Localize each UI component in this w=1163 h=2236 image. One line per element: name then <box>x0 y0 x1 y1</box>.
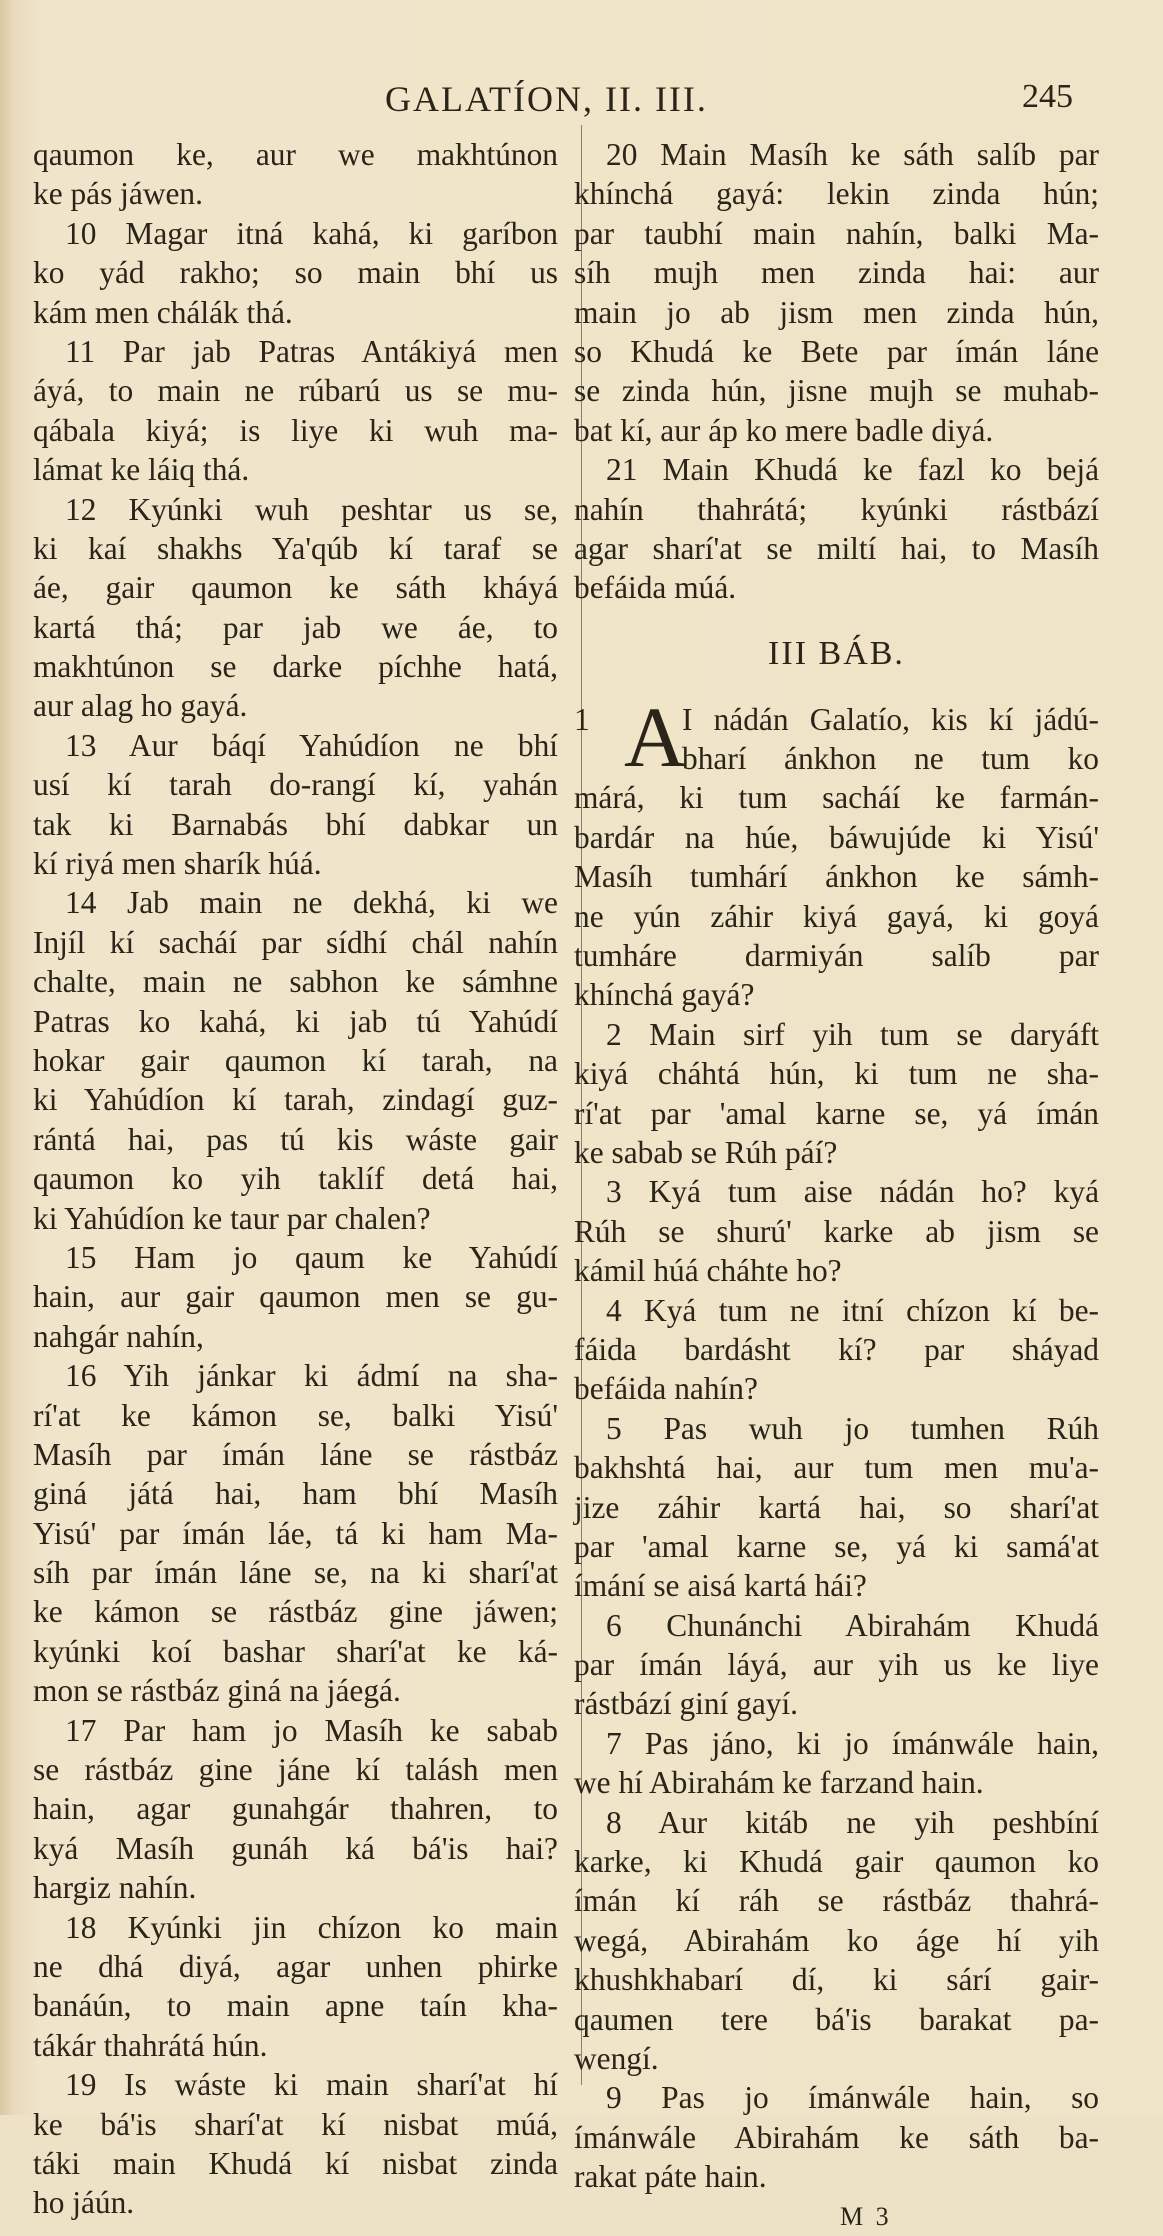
page-number: 245 <box>1022 78 1073 115</box>
text-line: ki Yahúdíon ke taur par chalen? <box>33 1200 431 1236</box>
text-line: ko yád rakho; so main bhí us <box>33 255 558 291</box>
verse-paragraph <box>33 490 558 726</box>
text-line: kámil húá cháhte ho? <box>574 1253 842 1289</box>
text-line: hain, aur gair qaumon men se gu- <box>33 1279 558 1315</box>
text-line: 6 Chunánchi Abirahám Khudá <box>606 1607 1099 1643</box>
text-line: 7 Pas jáno, ki jo ímánwále hain, <box>606 1725 1099 1761</box>
text-line: hokar gair qaumon kí tarah, na <box>33 1042 558 1078</box>
text-line: táki main Khudá kí nisbat zinda <box>33 2145 558 2181</box>
text-line: Injíl kí sacháí par sídhí chál nahín <box>33 924 558 960</box>
text-line: kartá thá; par jab we áe, to <box>33 609 558 645</box>
text-line: Rúh se shurú' karke ab jism se <box>574 1213 1099 1249</box>
verse-paragraph <box>33 1238 558 1356</box>
text-line: I nádán Galatío, kis kí jádú- <box>682 701 1099 737</box>
text-line: rí'at ke kámon se, balki Yisú' <box>33 1397 558 1433</box>
text-line: bharí ánkhon ne tum ko <box>682 741 1099 777</box>
text-line: aur alag ho gayá. <box>33 688 248 724</box>
text-line: qaumen tere bá'is barakat pa- <box>574 2001 1099 2037</box>
text-line: usí kí tarah do-rangí kí, yahán <box>33 767 558 803</box>
running-title: GALATÍON, II. III. <box>385 79 708 119</box>
text-line: 16 Yih jánkar ki ádmí na sha- <box>65 1358 558 1394</box>
verse-paragraph <box>574 1606 1099 1724</box>
text-line: kí riyá men sharík húá. <box>33 846 322 882</box>
verse-paragraph <box>574 1803 1099 2079</box>
verse-paragraph <box>574 688 1099 1015</box>
verse-number: 1 <box>574 701 590 737</box>
text-line: márá, ki tum sacháí ke farmán- <box>574 780 1099 816</box>
verse-paragraph <box>33 883 558 1238</box>
text-line: 3 Kyá tum aise nádán ho? kyá <box>606 1174 1099 1210</box>
text-line: 8 Aur kitáb ne yih peshbíní <box>606 1804 1099 1840</box>
text-line: kyá Masíh gunáh ká bá'is hai? <box>33 1830 558 1866</box>
text-line: hargiz nahín. <box>33 1870 197 1906</box>
text-line: wengí. <box>574 2040 659 2076</box>
text-line: 17 Par ham jo Masíh ke sabab <box>65 1712 558 1748</box>
text-line: áyá, to main ne rúbarú us se mu- <box>33 373 558 409</box>
text-line: banáún, to main apne taín kha- <box>33 1988 558 2024</box>
verse-paragraph <box>33 726 558 884</box>
verse-paragraph <box>33 1356 558 1711</box>
text-line: kyúnki koí bashar sharí'at ke ká- <box>33 1633 558 1669</box>
text-line: se zinda hún, jisne mujh se muhab- <box>574 373 1099 409</box>
text-line: par 'amal karne se, yá ki samá'at <box>574 1528 1099 1564</box>
text-line: nahín thahrátá; kyúnki rástbází <box>574 491 1099 527</box>
verse-paragraph <box>33 332 558 490</box>
text-line: Yisú' par ímán láe, tá ki ham Ma- <box>33 1515 558 1551</box>
text-line: se rástbáz gine jáne kí talásh men <box>33 1752 558 1788</box>
verse-paragraph <box>33 2065 558 2223</box>
text-line: 11 Par jab Patras Antákiyá men <box>65 333 558 369</box>
verse-paragraph <box>574 1015 1099 1173</box>
text-line: qaumon ko yih taklíf detá hai, <box>33 1161 558 1197</box>
verse-paragraph <box>33 214 558 332</box>
text-line: bardár na húe, báwujúde ki Yisú' <box>574 819 1099 855</box>
text-line: síh mujh men zinda hai: aur <box>574 255 1099 291</box>
text-line: tumháre darmiyán salíb par <box>574 938 1099 974</box>
text-line: befáida nahín? <box>574 1371 758 1407</box>
text-line: ki Yahúdíon kí tarah, zindagí guz- <box>33 1082 558 1118</box>
text-line: 5 Pas wuh jo tumhen Rúh <box>606 1410 1099 1446</box>
text-line: par taubhí main nahín, balki Ma- <box>574 215 1099 251</box>
text-line: 9 Pas jo ímánwále hain, so <box>606 2080 1099 2116</box>
text-line: ki kaí shakhs Ya'qúb kí taraf se <box>33 530 558 566</box>
text-line: qábala kiyá; is liye ki wuh ma- <box>33 412 558 448</box>
text-line: bakhshtá hai, aur tum men mu'a- <box>574 1450 1099 1486</box>
verse-paragraph <box>574 1409 1099 1606</box>
text-line: hain, agar gunahgár thahren, to <box>33 1791 558 1827</box>
text-line: rakat páte hain. <box>574 2159 767 2195</box>
text-line: ímánwále Abirahám ke sáth ba- <box>574 2119 1099 2155</box>
verse-paragraph <box>574 2078 1099 2196</box>
text-line: 4 Kyá tum ne itní chízon kí be- <box>606 1292 1099 1328</box>
text-line: ímání se aisá kartá hái? <box>574 1568 867 1604</box>
text-line: khushkhabarí dí, ki sárí gair- <box>574 1962 1099 1998</box>
text-line: karke, ki Khudá gair qaumon ko <box>574 1844 1099 1880</box>
text-line: main jo ab jism men zinda hún, <box>574 294 1099 330</box>
text-line: 14 Jab main ne dekhá, ki we <box>65 885 558 921</box>
text-line: ne yún záhir kiyá gayá, ki goyá <box>574 898 1099 934</box>
text-line: mon se rástbáz giná na jáegá. <box>33 1673 401 1709</box>
text-line: fáida bardásht kí? par sháyad <box>574 1331 1099 1367</box>
text-line: Patras ko kahá, ki jab tú Yahúdí <box>33 1003 558 1039</box>
text-line: 12 Kyúnki wuh peshtar us se, <box>65 491 558 527</box>
text-line: Masíh tumhárí ánkhon ke sámh- <box>574 859 1099 895</box>
verse-paragraph <box>574 1291 1099 1409</box>
text-line: kiyá cháhtá hún, ki tum ne sha- <box>574 1056 1099 1092</box>
verse-paragraph <box>574 450 1099 608</box>
text-line: ke kámon se rástbáz gine jáwen; <box>33 1594 558 1630</box>
text-line: 15 Ham jo qaum ke Yahúdí <box>65 1239 558 1275</box>
text-line: makhtúnon se darke píchhe hatá, <box>33 649 558 685</box>
text-line: áe, gair qaumon ke sáth kháyá <box>33 570 558 606</box>
text-line: ho jáún. <box>33 2185 135 2221</box>
text-line: khínchá gayá? <box>574 977 755 1013</box>
text-line: 19 Is wáste ki main sharí'at hí <box>65 2067 558 2103</box>
text-line: ke sabab se Rúh páí? <box>574 1134 838 1170</box>
text-line: ne dhá diyá, agar unhen phirke <box>33 1948 558 1984</box>
text-line: tak ki Barnabás bhí dabkar un <box>33 806 558 842</box>
left-column <box>33 135 558 2223</box>
text-line: rástbází giní gayí. <box>574 1686 799 1722</box>
text-line: lámat ke láiq thá. <box>33 452 250 488</box>
text-line: bat kí, aur áp ko mere badle diyá. <box>574 412 994 448</box>
text-line: giná játá hai, ham bhí Masíh <box>33 1476 558 1512</box>
text-line: nahgár nahín, <box>33 1318 204 1354</box>
text-line: 2 Main sirf yih tum se daryáft <box>606 1016 1099 1052</box>
text-line: 18 Kyúnki jin chízon ko main <box>65 1909 558 1945</box>
text-line: ímán kí ráh se rástbáz thahrá- <box>574 1883 1099 1919</box>
text-line: tákár thahrátá hún. <box>33 2027 268 2063</box>
verse-paragraph <box>33 1711 558 1908</box>
text-line: 21 Main Khudá ke fazl ko bejá <box>606 452 1099 488</box>
verse-paragraph <box>33 135 558 214</box>
text-line: par ímán láyá, aur yih us ke liye <box>574 1647 1099 1683</box>
text-line: 20 Main Masíh ke sáth salíb par <box>606 137 1099 172</box>
text-line: so Khudá ke Bete par ímán láne <box>574 333 1099 369</box>
text-line: rí'at par 'amal karne se, yá ímán <box>574 1095 1099 1131</box>
text-line: ke pás jáwen. <box>33 176 203 212</box>
text-line: rántá hai, pas tú kis wáste gair <box>33 1121 558 1157</box>
text-line: Masíh par ímán láne se rástbáz <box>33 1436 558 1472</box>
text-line: khínchá gayá: lekin zinda hún; <box>574 176 1099 212</box>
text-line: wegá, Abirahám ko áge hí yih <box>574 1922 1099 1958</box>
page-header <box>0 78 1163 118</box>
text-line: 10 Magar itná kahá, ki garíbon <box>65 215 558 251</box>
right-column <box>574 135 1099 2236</box>
signature-mark: M 3 <box>840 2201 892 2231</box>
text-line: jize záhir kartá hai, so sharí'at <box>574 1489 1099 1525</box>
verse-paragraph <box>574 1172 1099 1290</box>
verse-paragraph <box>574 135 1099 450</box>
text-line: chalte, main ne sabhon ke sámhne <box>33 964 558 1000</box>
text-line: qaumon ke, aur we makhtúnon <box>33 137 558 172</box>
text-line: síh par ímán láne se, na ki sharí'at <box>33 1555 558 1591</box>
verse-paragraph <box>33 1908 558 2066</box>
text-line: kám men chálák thá. <box>33 294 293 330</box>
text-line: we hí Abirahám ke farzand hain. <box>574 1765 984 1801</box>
text-line: ke bá'is sharí'at kí nisbat múá, <box>33 2106 558 2142</box>
chapter-heading: III BÁB. <box>768 634 905 672</box>
text-line: agar sharí'at se miltí hai, to Masíh <box>574 530 1099 566</box>
text-line: 13 Aur báqí Yahúdíon ne bhí <box>65 727 558 763</box>
verse-paragraph <box>574 1724 1099 1803</box>
drop-cap: A <box>624 688 687 785</box>
text-line: befáida múá. <box>574 570 737 606</box>
